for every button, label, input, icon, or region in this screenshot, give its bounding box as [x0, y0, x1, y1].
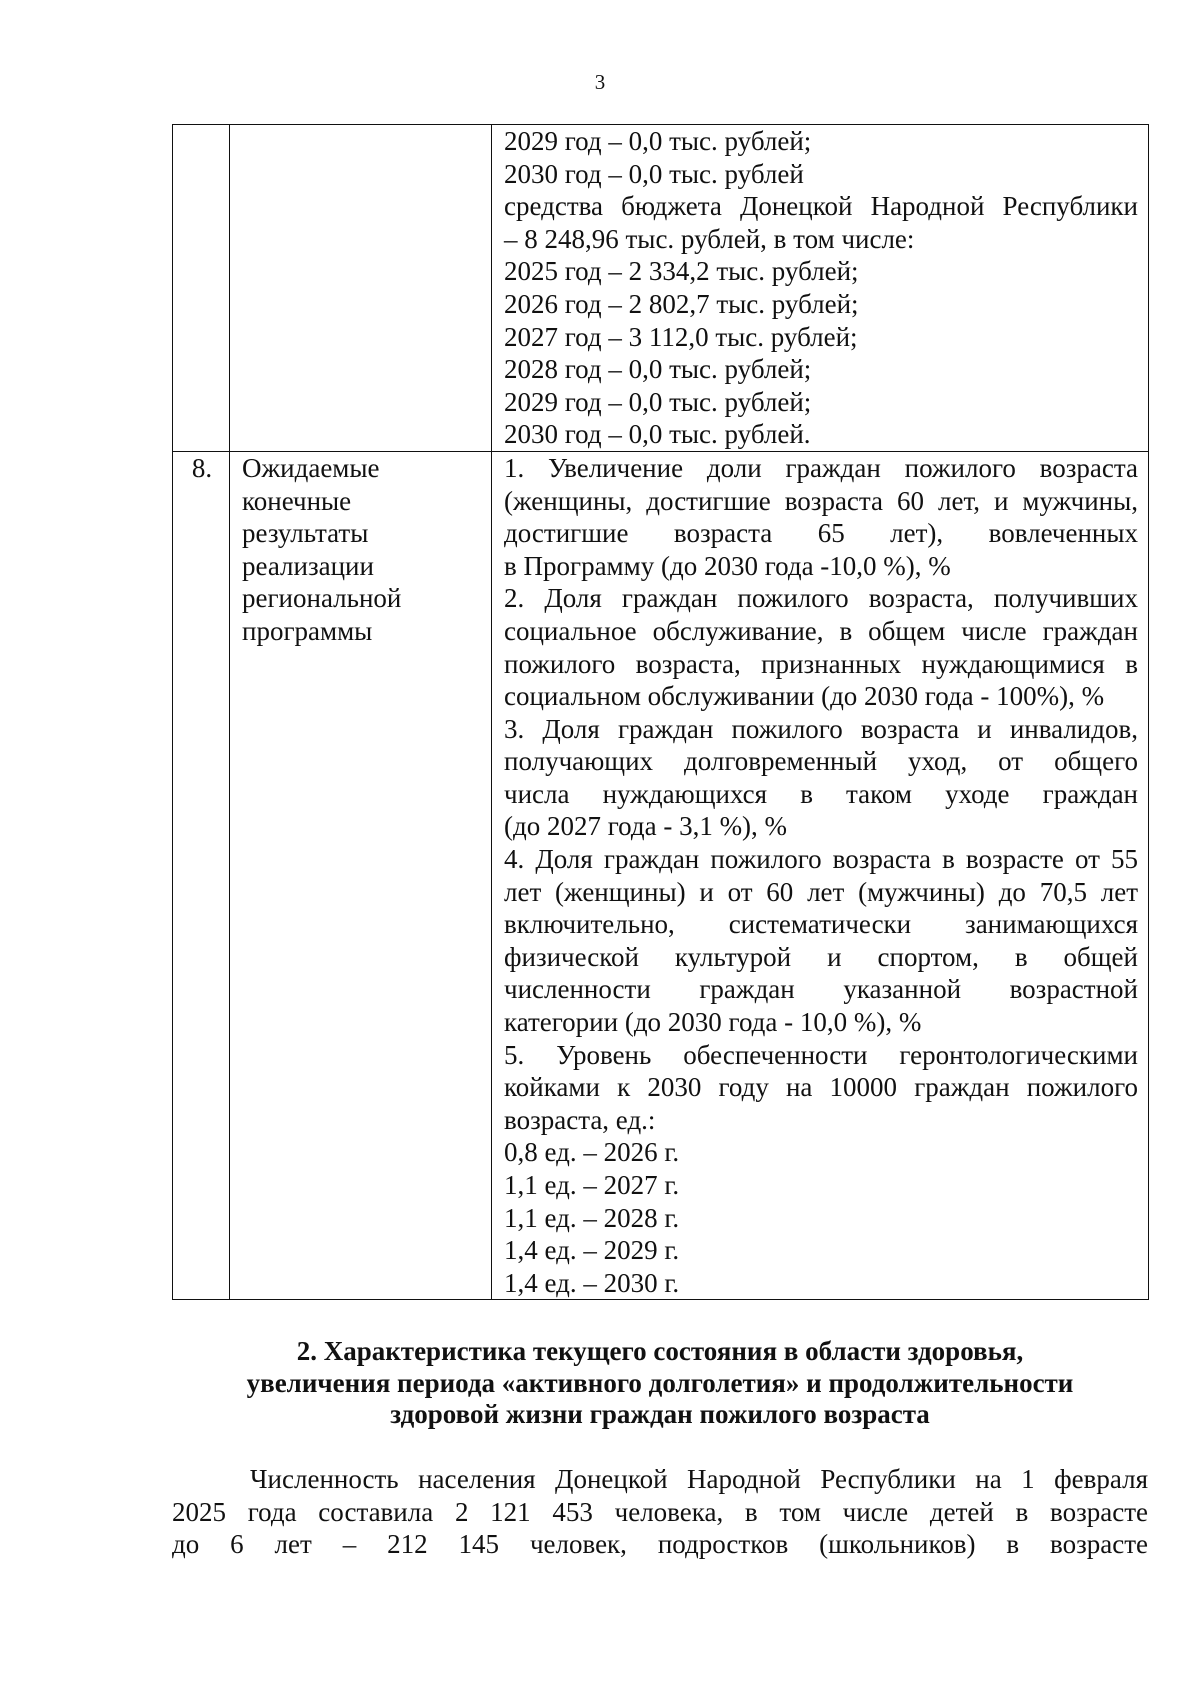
result-line: пожилого возраста, признанных нуждающимися в: [504, 648, 1138, 679]
result-line: категории (до 2030 года - 10,0 %), %: [504, 1007, 922, 1038]
result-line: (до 2027 года - 3,1 %), %: [504, 811, 788, 842]
row-content-cell: [492, 451, 1149, 1299]
result-line: физической культурой и спортом, в общей: [504, 941, 1138, 972]
result-line: возраста, ед.:: [504, 1104, 656, 1135]
section-title-line: 2. Характеристика текущего состояния в области здоровья,: [296, 1336, 1024, 1366]
funding-line: 2027 год – 3 112,0 тыс. рублей;: [504, 321, 858, 352]
row-number-cell: 8.: [173, 451, 230, 1299]
result-line: койками к 2030 году на 10000 граждан пожилого: [504, 1072, 1138, 1103]
funding-line: 2030 год – 0,0 тыс. рублей.: [504, 419, 811, 450]
table-row-8: [173, 451, 1149, 1299]
row-name-cell: [230, 125, 492, 452]
row-name-line: результаты: [242, 518, 369, 549]
result-line: получающих долговременный уход, от общего: [504, 746, 1138, 777]
row-content-cell: [492, 125, 1149, 452]
result-line: (женщины, достигшие возраста 60 лет, и мужчины,: [504, 485, 1138, 516]
result-line: 4. Доля граждан пожилого возраста в возрасте от 55: [504, 844, 1138, 875]
result-line: социальном обслуживании (до 2030 года - 100%), %: [504, 681, 1105, 712]
row-number-cell: [173, 125, 230, 452]
result-line: 1,1 ед. – 2027 г.: [504, 1170, 680, 1200]
funding-line: 2029 год – 0,0 тыс. рублей;: [504, 386, 812, 417]
result-line: численности граждан указанной возрастной: [504, 974, 1138, 1005]
result-line: 2. Доля граждан пожилого возраста, получивших: [504, 583, 1138, 614]
paragraph-line: до 6 лет – 212 145 человек, подростков (школьников) в возрасте: [172, 1529, 1148, 1560]
row-name-cell: [230, 451, 492, 1299]
funding-line: 2026 год – 2 802,7 тыс. рублей;: [504, 288, 859, 319]
funding-line: 2028 год – 0,0 тыс. рублей;: [504, 354, 812, 385]
result-line: 5. Уровень обеспеченности геронтологическими: [504, 1039, 1138, 1070]
section-title-line: увеличения периода «активного долголетия» и продолжительности: [246, 1367, 1074, 1398]
result-line: 0,8 ед. – 2026 г.: [504, 1137, 680, 1168]
funding-line: 2030 год – 0,0 тыс. рублей: [504, 158, 804, 189]
result-line: 1. Увеличение доли граждан пожилого возраста: [504, 452, 1138, 483]
row-name-line: региональной: [242, 583, 402, 614]
table-row-continued: [173, 125, 1149, 452]
result-line: 1,1 ед. – 2028 г.: [504, 1202, 680, 1233]
paragraph-line: 2025 года составила 2 121 453 человека, в том числе детей в возрасте: [172, 1496, 1148, 1527]
row-name-line: программы: [242, 615, 373, 646]
passport-table: [172, 124, 1149, 1300]
paragraph-line: Численность населения Донецкой Народной Республики на 1 февраля: [250, 1464, 1148, 1494]
result-line: социальное обслуживание, в общем числе граждан: [504, 615, 1138, 646]
result-line: включительно, систематически занимающихся: [504, 909, 1138, 940]
row-name-line: Ожидаемые: [242, 452, 380, 483]
funding-line: – 8 248,96 тыс. рублей, в том числе:: [504, 223, 915, 254]
result-line: 1,4 ед. – 2029 г.: [504, 1235, 680, 1266]
result-line: 3. Доля граждан пожилого возраста и инвалидов,: [504, 713, 1138, 744]
result-line: в Программу (до 2030 года -10,0 %), %: [504, 550, 951, 581]
body-paragraph: [172, 1463, 1148, 1561]
funding-line: 2029 год – 0,0 тыс. рублей;: [504, 126, 812, 156]
result-line: достигшие возраста 65 лет), вовлеченных: [504, 518, 1138, 549]
row-name-line: конечные: [242, 485, 352, 516]
section-title: [172, 1336, 1148, 1431]
result-line: числа нуждающихся в таком уходе граждан: [504, 778, 1138, 809]
page-number: 3: [594, 70, 606, 94]
funding-line: 2025 год – 2 334,2 тыс. рублей;: [504, 256, 859, 287]
result-line: лет (женщины) и от 60 лет (мужчины) до 70,5 лет: [504, 876, 1138, 907]
section-title-line: здоровой жизни граждан пожилого возраста: [390, 1399, 930, 1429]
result-line: 1,4 ед. – 2030 г.: [504, 1267, 680, 1298]
funding-line: средства бюджета Донецкой Народной Республики: [504, 191, 1138, 222]
row-name-line: реализации: [242, 550, 374, 581]
